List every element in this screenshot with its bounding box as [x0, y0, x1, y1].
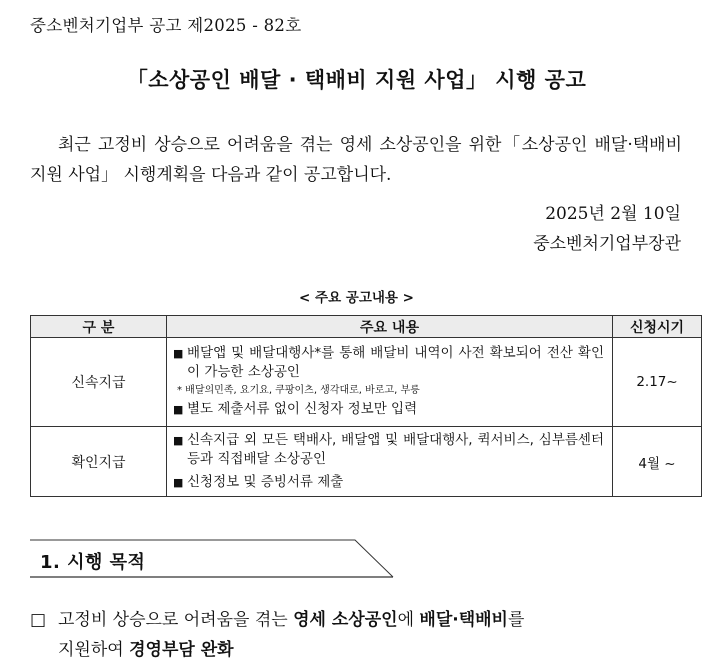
bullet-text: 신속지급 외 모든 택배사, 배달앱 및 배달대행사, 퀵서비스, 심부름센터 등과 직접배달 소상공인 — [187, 431, 604, 467]
black-square-bullet-icon: ■ — [173, 347, 184, 360]
black-square-bullet-icon: ■ — [173, 403, 184, 416]
row-category: 확인지급 — [31, 427, 167, 497]
bullet-text: 배달앱 및 배달대행사*를 통해 배달비 내역이 사전 확보되어 전산 확인이 가능한 소상공인 — [187, 345, 604, 380]
summary-caption: < 주요 공고내용 > — [299, 290, 414, 306]
row-period: 2.17~ — [613, 338, 702, 427]
intro-paragraph — [30, 130, 682, 190]
list-item — [173, 344, 604, 382]
footnote: * 배달의민족, 요기요, 쿠팡이츠, 생각대로, 바로고, 부릉 — [177, 385, 420, 396]
header-period: 신청시기 — [613, 316, 702, 338]
section-heading — [30, 539, 395, 579]
black-square-bullet-icon: ■ — [173, 433, 184, 447]
purpose-line-2 — [30, 635, 682, 665]
notice-date: 2025년 2월 10일 — [545, 204, 681, 224]
header-category: 구 분 — [31, 316, 167, 338]
purpose-text: 지원하여 — [58, 640, 130, 660]
section-title: 1. 시행 목적 — [40, 552, 146, 573]
list-item — [173, 400, 604, 419]
issuer: 중소벤처기업부장관 — [533, 234, 681, 254]
purpose-emphasis: 영세 소상공인 — [293, 610, 398, 630]
table-row — [31, 338, 702, 427]
row-content — [167, 338, 613, 427]
purpose-paragraph — [30, 605, 682, 665]
black-square-bullet-icon: ■ — [173, 475, 184, 489]
purpose-text: 고정비 상승으로 어려움을 겪는 — [58, 610, 294, 630]
purpose-text: 를 — [507, 610, 525, 630]
row-content — [167, 427, 613, 497]
summary-table — [30, 315, 702, 497]
bullet-text: 신청정보 및 증빙서류 제출 — [187, 473, 344, 490]
page-title: 「소상공인 배달 · 택배비 지원 사업」 시행 공고 — [126, 68, 587, 92]
bullet-text: 별도 제출서류 없이 신청자 정보만 입력 — [187, 401, 418, 417]
table-header-row — [31, 316, 702, 338]
list-item — [173, 431, 604, 469]
table-row — [31, 427, 702, 497]
purpose-text: 에 — [397, 610, 420, 630]
row-period: 4월 ~ — [613, 427, 702, 497]
purpose-emphasis: 경영부담 완화 — [129, 640, 234, 660]
list-item — [173, 473, 604, 492]
notice-number: 중소벤처기업부 공고 제2025 - 82호 — [30, 16, 302, 35]
row-category: 신속지급 — [31, 338, 167, 427]
header-content: 주요 내용 — [167, 316, 613, 338]
intro-text: 최근 고정비 상승으로 어려움을 겪는 영세 소상공인을 위한「소상공인 배달·택배비 지원 사업」 시행계획을 다음과 같이 공고합니다. — [30, 135, 682, 185]
checkbox-icon: □ — [30, 610, 47, 630]
purpose-emphasis: 배달·택배비 — [419, 610, 508, 630]
